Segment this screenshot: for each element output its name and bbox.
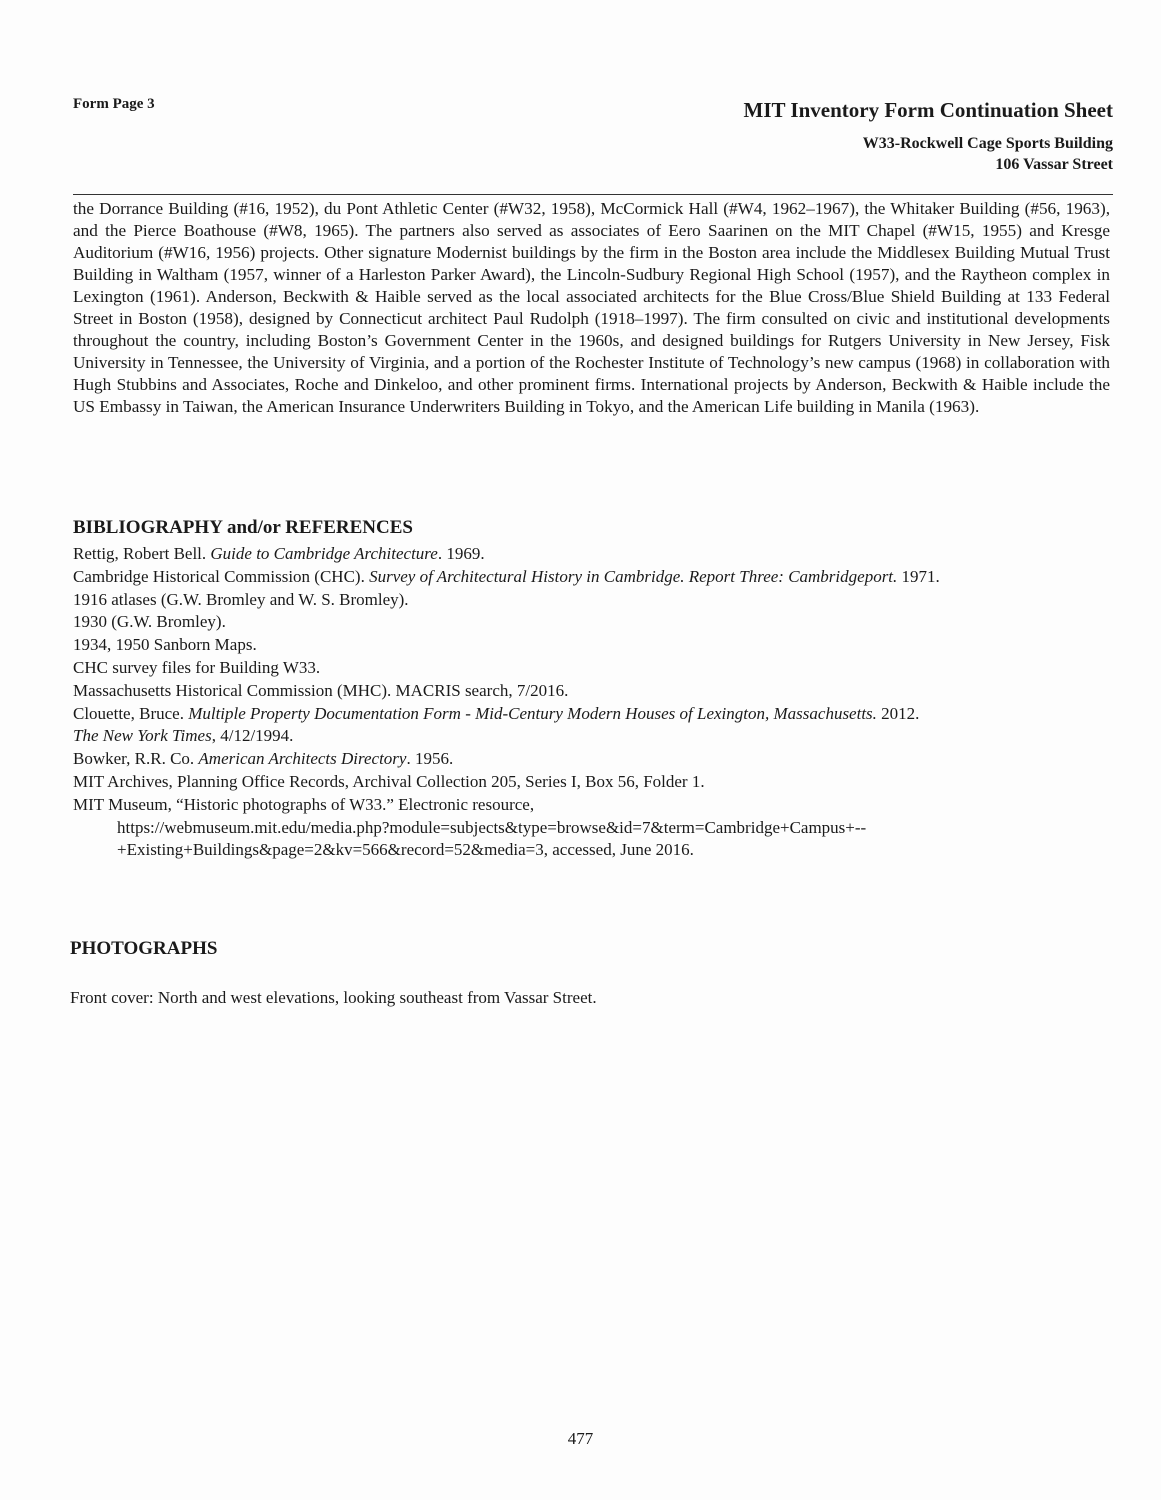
header-divider [73,194,1113,195]
photographs-heading: PHOTOGRAPHS [70,938,218,959]
form-page-label: Form Page 3 [73,96,155,112]
building-address: 106 Vassar Street [995,156,1113,173]
bibliography-entry [73,703,1113,726]
entry-date: . 1956. [406,749,454,769]
entry-title: Multiple Property Documentation Form - Mid-Century Modern Houses of Lexington, Massachusetts. [188,703,877,723]
bibliography-entry: Massachusetts Historical Commission (MHC). MACRIS search, 7/2016. [73,680,569,700]
photo-caption: Front cover: North and west elevations, looking southeast from Vassar Street. [70,988,597,1007]
bibliography-entry: MIT Archives, Planning Office Records, Archival Collection 205, Series I, Box 56, Folder 1. [73,771,705,791]
bibliography-entry: MIT Museum, “Historic photographs of W33.” Electronic resource, [73,794,535,814]
sheet-title: MIT Inventory Form Continuation Sheet [743,98,1113,122]
bibliography-entry: 1934, 1950 Sanborn Maps. [73,635,257,655]
bibliography-entry [73,748,1113,771]
bibliography-entry [73,566,1113,589]
bibliography-list [73,543,1113,862]
bibliography-entry [73,543,1113,566]
narrative-paragraph: the Dorrance Building (#16, 1952), du Pont Athletic Center (#W32, 1958), McCormick Hall (#W4, 1962–1967), the Whitaker Building (#56, 1963), and the Pierce Boathouse (#W8, 1965). The partners also served as associates of Eero Saarinen on the MIT Chapel (#W15, 1955) and Kresge Auditorium (#W16, 1956) projects. Other signature Modernist buildings by the firm in the Boston area include the Middlesex Building Mutual Trust Building in Waltham (1957, winner of a Harleston Parker Award), the Lincoln-Sudbury Regional High School (1957), and the Raytheon complex in Lexington (1961). Anderson, Beckwith & Haible served as the local associated architects for the Blue Cross/Blue Shield Building at 133 Federal Street in Boston (1958), designed by Connecticut architect Paul Rudolph (1918–1997). The firm consulted on civic and institutional developments throughout the country, including Boston’s Government Center in the 1960s, and designed buildings for Rutgers University in New Jersey, Fisk University in Tennessee, the University of Virginia, and a portion of the Rochester Institute of Technology’s new campus (1968) in collaboration with Hugh Stubbins and Associates, Roche and Dinkeloo, and other prominent firms. International projects by Anderson, Beckwith & Haible include the US Embassy in Taiwan, the American Insurance Underwriters Building in Tokyo, and the American Life building in Manila (1963). [73,199,1110,416]
bibliography-entry [73,725,1113,748]
entry-date: 2012. [876,703,920,723]
entry-author: Rettig, Robert Bell. [73,544,211,563]
entry-title: American Architects Directory [198,749,407,769]
entry-author: Clouette, Bruce. [73,703,189,723]
building-name: W33-Rockwell Cage Sports Building [862,135,1113,152]
bibliography-url-line: https://webmuseum.mit.edu/media.php?module=subjects&type=browse&id=7&term=Cambridge+Campus+-- [117,817,867,837]
entry-author: Cambridge Historical Commission (CHC). [73,566,370,586]
entry-date: , 4/12/1994. [211,726,294,746]
bibliography-entry: 1930 (G.W. Bromley). [73,612,226,632]
bibliography-entry: CHC survey files for Building W33. [73,657,321,677]
entry-title: Guide to Cambridge Architecture [210,544,438,563]
page-number: 477 [567,1429,594,1448]
entry-date: 1971. [897,566,940,586]
entry-title: The New York Times [73,726,212,746]
entry-author: Bowker, R.R. Co. [73,749,199,769]
sheet-subtitle [863,133,1113,175]
bibliography-entry: 1916 atlases (G.W. Bromley and W. S. Bromley). [73,589,409,609]
bibliography-url-line: +Existing+Buildings&page=2&kv=566&record=52&media=3, accessed, June 2016. [117,840,694,860]
bibliography-heading: BIBLIOGRAPHY and/or REFERENCES [73,517,413,538]
entry-title: Survey of Architectural History in Cambridge. Report Three: Cambridgeport. [369,566,898,586]
entry-date: . 1969. [437,544,485,563]
